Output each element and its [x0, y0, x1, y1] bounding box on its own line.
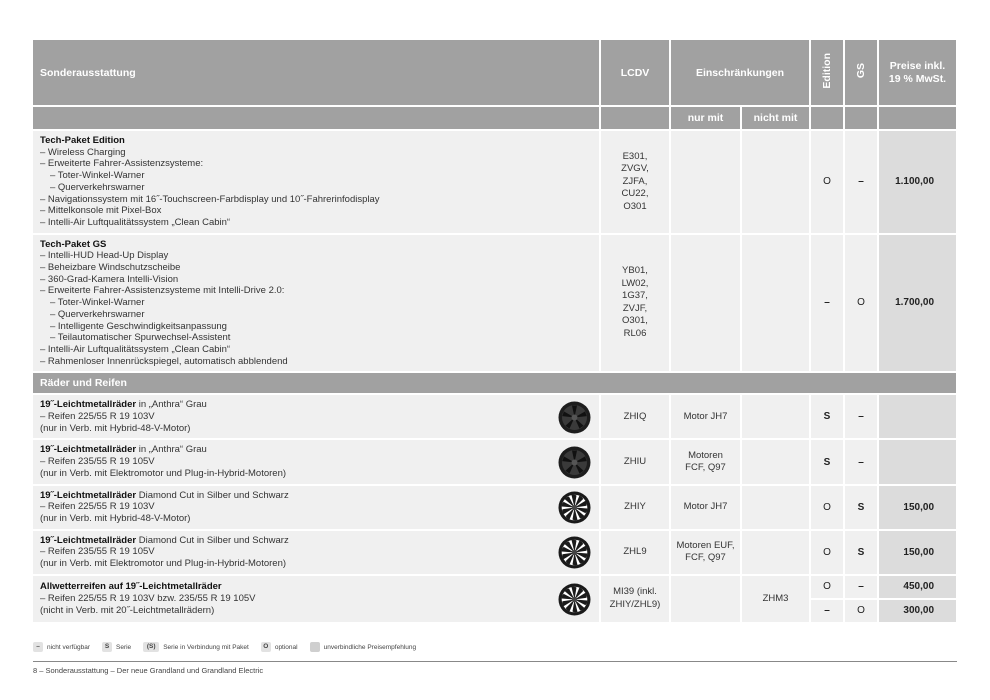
wheel-title: 19˝-Leichtmetallräder	[40, 444, 137, 456]
wheel-title: 19˝-Leichtmetallräder	[40, 399, 137, 411]
wheel-nur-mit: Motor JH7	[670, 394, 741, 439]
list-item: – Intelli-Air Luftqualitätssystem „Clean Cabin“	[40, 216, 231, 228]
price-table	[33, 40, 958, 624]
col-nur-mit: nur mit	[670, 106, 741, 130]
tech-gs-description	[33, 234, 600, 373]
wheel-nur-mit: Motoren FCF, Q97	[670, 439, 741, 484]
col-gs	[844, 40, 878, 106]
list-item: – Toter-Winkel-Warner	[50, 170, 145, 182]
wheel-lcdv: ZHIQ	[600, 394, 670, 439]
wheel-anthra-icon	[558, 446, 591, 479]
wheel-title: 19˝-Leichtmetallräder	[40, 489, 137, 501]
wheel-nur-mit: Motoren EUF, FCF, Q97	[670, 530, 741, 575]
wheel-title: 19˝-Leichtmetallräder	[40, 534, 137, 546]
wheel-lcdv: ZHIY	[600, 485, 670, 530]
list-item: (nur in Verb. mit Elektromotor und Plug-in-Hybrid-Motoren)	[40, 558, 287, 570]
list-item: (nur in Verb. mit Hybrid-48-V-Motor)	[40, 512, 191, 524]
wheel-price: 150,00	[878, 530, 957, 575]
list-item: (nur in Verb. mit Hybrid-48-V-Motor)	[40, 422, 191, 434]
legend-item-paket	[143, 642, 249, 652]
col-gs-label: GS	[855, 63, 868, 79]
wheel-description	[33, 439, 600, 484]
tech-edition-lcdv: E301, ZVGV, ZJFA, CU22, O301	[600, 130, 670, 234]
wheel-gs: –	[844, 439, 878, 484]
tech-gs-gs: O	[844, 234, 878, 373]
list-item: – Rahmenloser Innenrückspiegel, automatisch abblendend	[40, 355, 288, 367]
wheel-edition: O	[810, 530, 844, 575]
col-edition	[810, 40, 844, 106]
tech-edition-price: 1.100,00	[878, 130, 957, 234]
legend-item-optional	[261, 642, 298, 652]
list-item: – Beheizbare Windschutzscheibe	[40, 262, 181, 274]
list-item: – Erweiterte Fahrer-Assistenzsysteme mit Intelli-Drive 2.0:	[40, 285, 285, 297]
col-einschraenkungen: Einschränkungen	[670, 40, 810, 106]
list-item: (nicht in Verb. mit 20˝-Leichtmetallrädern)	[40, 604, 215, 616]
legend-label: optional	[274, 643, 298, 651]
wheel-nicht-mit	[741, 439, 810, 484]
tech-gs-edition: –	[810, 234, 844, 373]
list-item: – 360-Grad-Kamera Intelli-Vision	[40, 273, 179, 285]
legend-symbol-paket: (S)	[143, 642, 159, 652]
list-item: – Navigationssystem mit 16˝-Touchscreen-Farbdisplay und 10˝-Fahrerinfodisplay	[40, 193, 380, 205]
tech-gs-price: 1.700,00	[878, 234, 957, 373]
legend	[33, 642, 428, 652]
header-row	[33, 40, 957, 106]
wheel-nicht-mit	[741, 530, 810, 575]
table-row-allwetter	[33, 575, 957, 599]
list-item: (nur in Verb. mit Elektromotor und Plug-in-Hybrid-Motoren)	[40, 467, 287, 479]
tech-edition-edition: O	[810, 130, 844, 234]
list-item: – Intelli-HUD Head-Up Display	[40, 250, 169, 262]
legend-symbol-serie: S	[102, 642, 112, 652]
tech-edition-gs: –	[844, 130, 878, 234]
list-item: – Reifen 225/55 R 19 103V	[40, 501, 155, 513]
col-preise: Preise inkl. 19 % MwSt.	[878, 40, 957, 106]
wheel-description	[33, 485, 600, 530]
list-item: – Reifen 235/55 R 19 105V	[40, 456, 155, 468]
list-item: – Teilautomatischer Spurwechsel-Assistent	[50, 332, 231, 344]
legend-item-na	[33, 642, 90, 652]
legend-symbol-na: –	[33, 642, 43, 652]
wheel-price	[878, 394, 957, 439]
wheel-finish: in „Anthra“ Grau	[136, 444, 207, 456]
allwetter-edition-a: O	[810, 575, 844, 599]
wheel-nicht-mit	[741, 485, 810, 530]
wheel-gs: S	[844, 530, 878, 575]
footer-divider	[33, 661, 957, 662]
legend-swatch-price	[310, 642, 320, 652]
wheel-description	[33, 530, 600, 575]
wheel-diamond-icon	[558, 536, 591, 569]
table-row-tech-gs	[33, 234, 957, 373]
wheel-diamond-icon	[558, 583, 591, 616]
wheel-price: 150,00	[878, 485, 957, 530]
col-lcdv: LCDV	[600, 40, 670, 106]
wheel-gs: –	[844, 394, 878, 439]
wheel-price	[878, 439, 957, 484]
legend-label: unverbindliche Preisempfehlung	[323, 643, 417, 651]
wheel-nicht-mit	[741, 394, 810, 439]
wheel-diamond-icon	[558, 491, 591, 524]
allwetter-price-a: 450,00	[878, 575, 957, 599]
legend-symbol-optional: O	[261, 642, 271, 652]
allwetter-nicht-mit: ZHM3	[741, 575, 810, 623]
tech-gs-lcdv: YB01, LW02, 1G37, ZVJF, O301, RL06	[600, 234, 670, 373]
list-item: – Reifen 225/55 R 19 103V bzw. 235/55 R 19 105V	[40, 592, 256, 604]
col-edition-label: Edition	[821, 53, 834, 89]
list-item: – Erweiterte Fahrer-Assistenzsysteme:	[40, 158, 204, 170]
list-item: – Intelli-Air Luftqualitätssystem „Clean Cabin“	[40, 343, 231, 355]
page-footer: 8 – Sonderausstattung – Der neue Grandland und Grandland Electric	[33, 666, 264, 675]
col-sonderausstattung: Sonderausstattung	[33, 40, 600, 106]
allwetter-edition-b: –	[810, 599, 844, 623]
wheel-lcdv: ZHIU	[600, 439, 670, 484]
legend-label: Serie in Verbindung mit Paket	[163, 643, 249, 651]
allwetter-title: Allwetterreifen auf 19˝-Leichtmetallräder	[40, 581, 222, 593]
wheel-gs: S	[844, 485, 878, 530]
table-row-wheel	[33, 530, 957, 575]
subheader-row	[33, 106, 957, 130]
wheel-lcdv: ZHL9	[600, 530, 670, 575]
wheel-edition: S	[810, 394, 844, 439]
legend-label: nicht verfügbar	[47, 643, 90, 651]
list-item: – Reifen 235/55 R 19 105V	[40, 546, 155, 558]
legend-label: Serie	[116, 643, 132, 651]
list-item: – Wireless Charging	[40, 146, 126, 158]
allwetter-gs-b: O	[844, 599, 878, 623]
wheel-description	[33, 394, 600, 439]
list-item: – Querverkehrswarner	[50, 308, 145, 320]
table-row-tech-edition	[33, 130, 957, 234]
wheel-anthra-icon	[558, 401, 591, 434]
list-item: – Toter-Winkel-Warner	[50, 297, 145, 309]
tech-gs-title: Tech-Paket GS	[40, 238, 107, 250]
wheel-edition: O	[810, 485, 844, 530]
table-row-wheel	[33, 394, 957, 439]
allwetter-gs-a: –	[844, 575, 878, 599]
legend-item-serie	[102, 642, 131, 652]
tech-edition-title: Tech-Paket Edition	[40, 135, 125, 146]
wheel-nur-mit: Motor JH7	[670, 485, 741, 530]
list-item: – Querverkehrswarner	[50, 181, 145, 193]
wheel-finish: Diamond Cut in Silber und Schwarz	[136, 534, 289, 546]
list-item: – Mittelkonsole mit Pixel-Box	[40, 205, 162, 217]
section-title: Räder und Reifen	[33, 372, 957, 394]
col-nicht-mit: nicht mit	[741, 106, 810, 130]
list-item: – Intelligente Geschwindigkeitsanpassung	[50, 320, 227, 332]
wheel-finish: in „Anthra“ Grau	[136, 399, 207, 411]
allwetter-lcdv: MI39 (inkl. ZHIY/ZHL9)	[600, 575, 670, 623]
wheel-edition: S	[810, 439, 844, 484]
list-item: – Reifen 225/55 R 19 103V	[40, 411, 155, 423]
allwetter-description	[33, 575, 600, 623]
allwetter-price-b: 300,00	[878, 599, 957, 623]
table-row-wheel	[33, 439, 957, 484]
table-row-wheel	[33, 485, 957, 530]
tech-edition-description	[33, 130, 600, 234]
section-raeder-reifen	[33, 372, 957, 394]
legend-item-empfehlung	[310, 642, 417, 652]
wheel-finish: Diamond Cut in Silber und Schwarz	[136, 489, 289, 501]
